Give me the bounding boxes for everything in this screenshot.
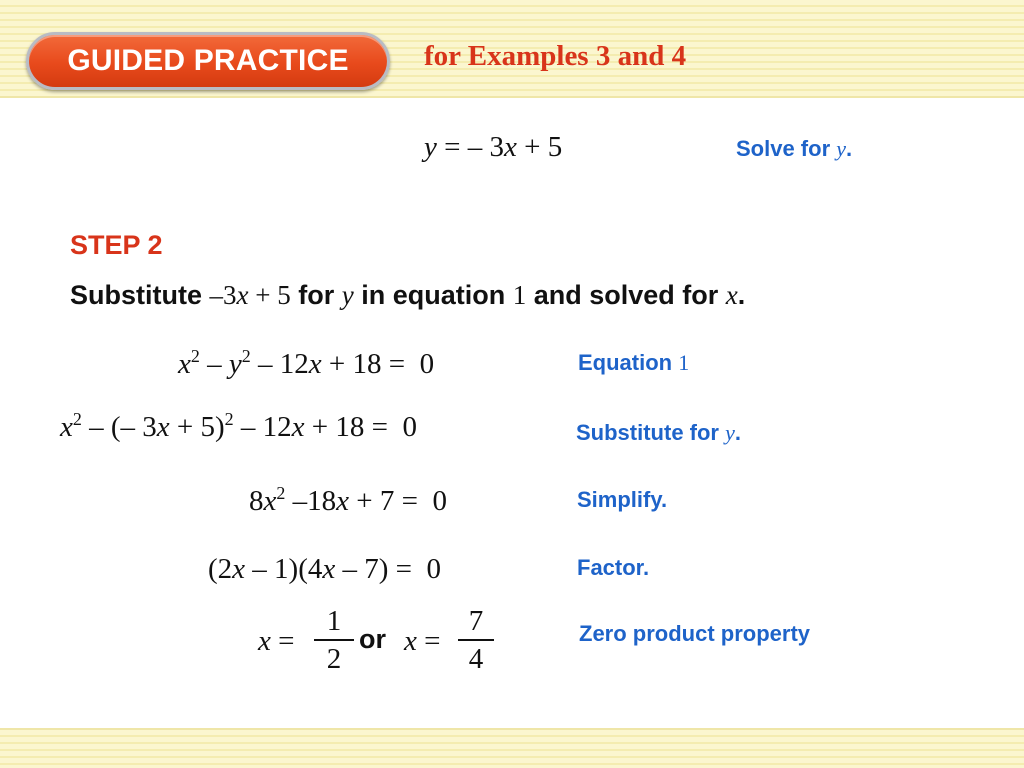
fraction-denominator: 2 — [326, 643, 342, 675]
zero-product-note: Zero product property — [579, 621, 811, 646]
footer-band — [0, 728, 1024, 768]
badge-label: GUIDED PRACTICE — [67, 44, 349, 77]
x-equals-2: x = — [404, 625, 441, 657]
simplify-note: Simplify. — [577, 487, 668, 512]
guided-practice-badge — [26, 32, 390, 90]
fraction-denominator: 4 — [468, 643, 484, 675]
substitute-note: Substitute for y. — [576, 420, 741, 445]
or-word: or — [359, 624, 386, 654]
step-instruction: Substitute –3x + 5 for y in equation 1 and solved for x. — [70, 280, 746, 310]
header-subtitle: for Examples 3 and 4 — [424, 40, 687, 72]
fraction-bar — [314, 639, 354, 641]
fraction-numerator: 1 — [326, 605, 342, 637]
fraction-one-half — [314, 605, 354, 675]
solved-y-equation: y = – 3x + 5 — [424, 131, 563, 163]
equation-1-note: Equation 1 — [578, 350, 690, 375]
substituted-equation: $x^2$ – (– 3x + 5)$^2$ – 12x + 18 = 0 — [60, 409, 417, 443]
fraction-numerator: 7 — [468, 605, 484, 637]
factor-note: Factor. — [577, 555, 650, 580]
simplified-equation: $8x^2$ –18x + 7 = 0 — [249, 483, 447, 517]
x-equals-1: x = — [258, 625, 295, 657]
factored-equation: (2x – 1)(4x – 7) = 0 — [208, 553, 442, 585]
equation-1: $x^2 - y^2 - 12x + 18 = 0$ — [178, 346, 435, 380]
fraction-seven-fourths — [458, 605, 494, 675]
fraction-bar — [458, 639, 494, 641]
step-label: STEP 2 — [70, 230, 163, 260]
solve-for-y-note: Solve for y. — [736, 136, 853, 161]
